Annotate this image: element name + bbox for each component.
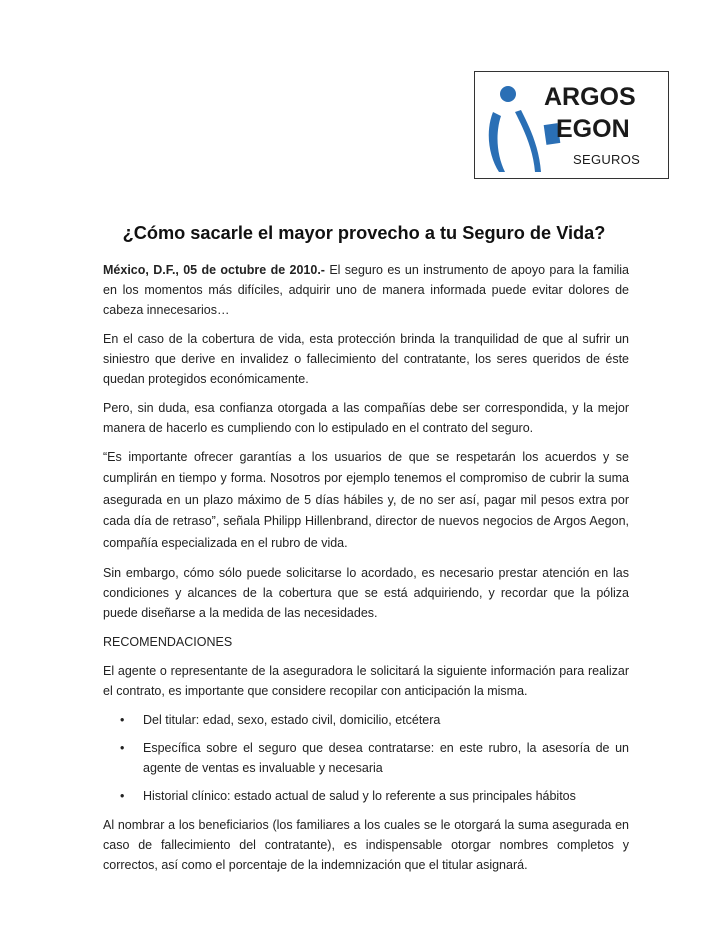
paragraph-quote: “Es importante ofrecer garantías a los usuarios de que se respetarán los acuerdos y se cumplirán en tiempo y forma. Nosotros por ejemplo tenemos el compromiso de cubrir la suma asegurada en un plazo máximo de 5 días hábiles y, de no ser así, pagar mil pesos extra por cada día de retraso”, señala Philipp Hillenbrand, director de nuevos negocios de Argos Aegon, compañía especializada en el rubro de vida. [103,450,629,550]
paragraph-coverage: En el caso de la cobertura de vida, esta protección brinda la tranquilidad de que al sufrir un siniestro que derive en invalidez o fallecimiento del contratante, los seres queridos de éste quedan protegidos económicamente. [103,332,629,386]
bullet-icon: • [120,741,125,756]
paragraph-agent: El agente o representante de la aseguradora le solicitará la siguiente información para realizar el contrato, es importante que considere recopilar con anticipación la misma. [103,664,629,699]
logo-word-argos: ARGOS [544,83,636,111]
list-item [103,710,629,730]
list-item [103,738,629,778]
list-item-text: Historial clínico: estado actual de salud y lo referente a sus principales hábitos [143,789,576,804]
list-item-text: Específica sobre el seguro que desea contratarse: en este rubro, la asesoría de un agente de ventas es invaluable y necesaria [143,741,629,776]
list-item [103,786,629,806]
dateline: México, D.F., 05 de octubre de 2010.- [103,263,325,277]
document-body [103,260,629,884]
intro-text: El seguro es un instrumento de apoyo para la familia en los momentos más difíciles, adquirir uno de manera informada puede evitar dolores de cabeza innecesarios… [103,263,629,317]
recommendations-list [103,710,629,806]
argos-aegon-logo [474,71,669,179]
document-title: ¿Cómo sacarle el mayor provecho a tu Seguro de Vida? [122,223,606,243]
paragraph-beneficiaries: Al nombrar a los beneficiarios (los familiares a los cuales se le otorgará la suma asegurada en caso de fallecimiento del contratante), es indispensable otorgar nombres completos y correctos, así como el porcentaje de la indemnización que el titular asignará. [103,818,629,873]
paragraph-conditions: Sin embargo, cómo sólo puede solicitarse lo acordado, es necesario prestar atención en las condiciones y alcances de la cobertura que se está adquiriendo, y recordar que la póliza puede diseñarse a la medida de las necesidades. [103,566,629,621]
bullet-icon: • [120,789,125,804]
logo-word-aegon: EGON [556,115,630,143]
intro-paragraph [103,260,629,320]
paragraph-trust: Pero, sin duda, esa confianza otorgada a las compañías debe ser correspondida, y la mejor manera de hacerlo es cumpliendo con lo estipulado en el contrato del seguro. [103,401,629,435]
logo-word-seguros: SEGUROS [573,152,641,167]
list-item-text: Del titular: edad, sexo, estado civil, domicilio, etcétera [143,713,441,728]
section-heading: RECOMENDACIONES [103,635,233,650]
bullet-icon: • [120,713,125,728]
